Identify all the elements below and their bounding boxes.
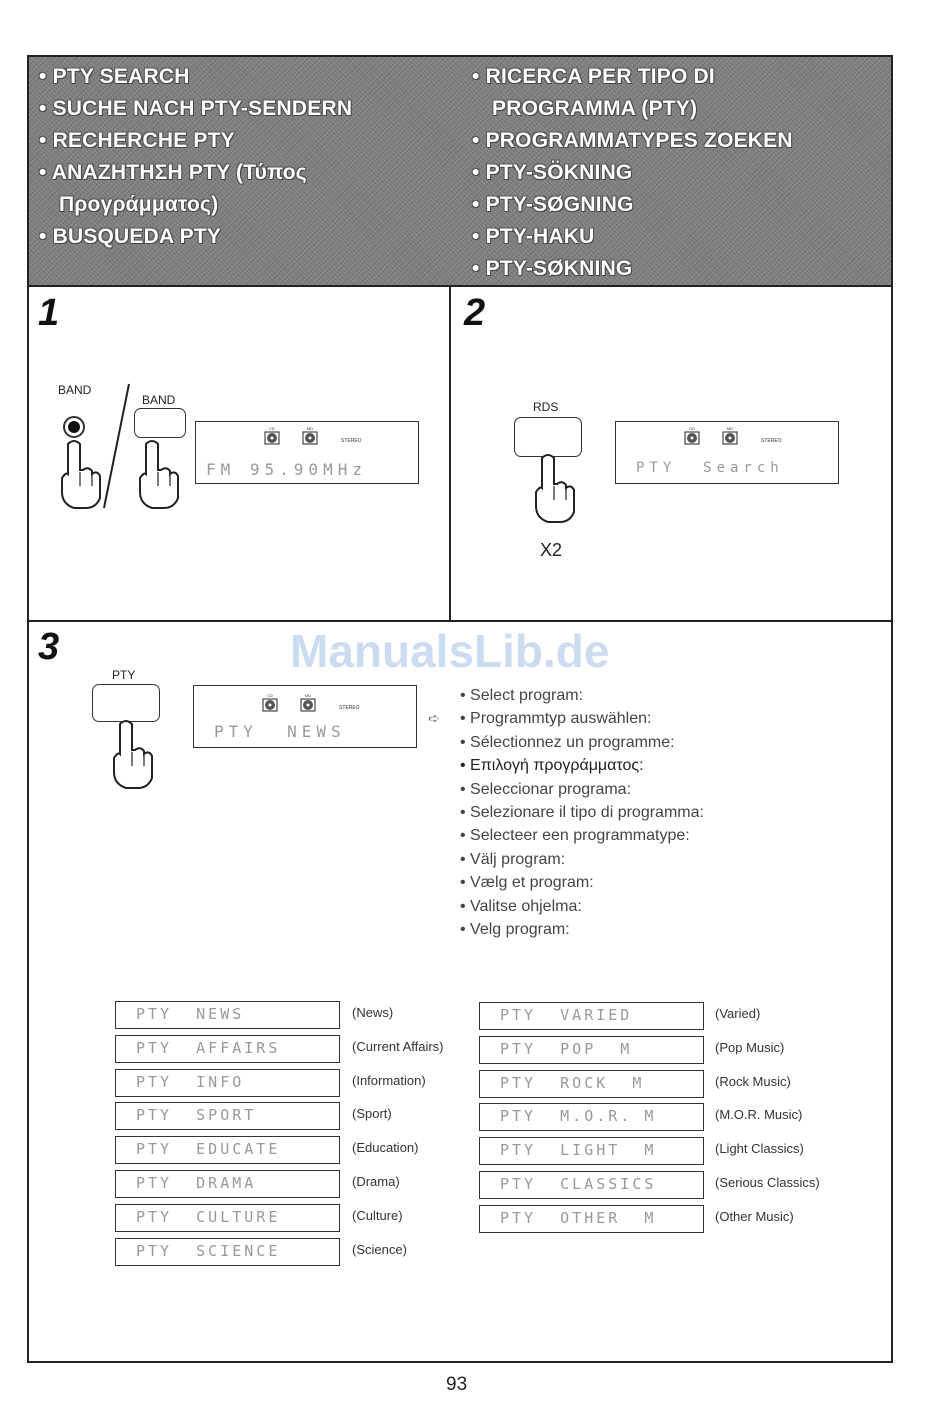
pty-caption: (Current Affairs) <box>352 1038 444 1054</box>
pty-display-box <box>115 1035 340 1063</box>
pty-caption: (Rock Music) <box>715 1073 791 1089</box>
pty-display-box <box>479 1002 704 1030</box>
pty-display-text: PTY POP M <box>500 1039 633 1058</box>
pty-display-text: PTY CLASSICS <box>500 1175 657 1193</box>
pty-caption: (M.O.R. Music) <box>715 1107 803 1123</box>
pty-display-text: PTY SPORT <box>136 1106 257 1125</box>
md-indicator-label: MD <box>304 693 312 698</box>
arrow-right-icon: ➪ <box>428 710 440 726</box>
instruction-item: • Välj program: <box>460 850 566 868</box>
pty-display-text: PTY INFO <box>136 1072 245 1091</box>
pty-caption: (Serious Classics) <box>715 1175 820 1190</box>
cd-disc-icon <box>264 426 280 445</box>
pty-display-text: PTY CULTURE <box>136 1207 281 1226</box>
section-header <box>29 57 891 287</box>
pty-display-text: PTY SCIENCE <box>136 1241 281 1260</box>
pressing-hand-icon <box>134 438 182 510</box>
rds-display <box>615 421 839 484</box>
pty-button[interactable] <box>92 684 160 722</box>
repeat-count: X2 <box>540 540 563 560</box>
md-disc-icon <box>302 426 318 445</box>
pty-display-text: PTY NEWS <box>214 722 346 741</box>
pty-display-box <box>479 1205 704 1233</box>
pty-display-text: PTY DRAMA <box>136 1174 257 1192</box>
header-line: • RECHERCHE PTY <box>39 129 235 152</box>
instruction-item: • Selezionare il tipo di programma: <box>460 804 704 822</box>
pty-display-text: PTY AFFAIRS <box>136 1038 281 1057</box>
header-left-column <box>39 61 352 253</box>
band-label-1: BAND <box>58 383 92 397</box>
step-divider-horizontal <box>29 620 891 622</box>
pty-display-box <box>115 1238 340 1266</box>
instruction-list <box>460 684 704 941</box>
header-line: • BUSQUEDA PTY <box>39 225 222 248</box>
md-disc-icon <box>722 426 738 445</box>
md-disc-icon <box>300 693 316 712</box>
stereo-indicator-label: STEREO <box>339 705 360 711</box>
band-round-button[interactable] <box>63 416 85 438</box>
pty-display-box <box>479 1171 704 1199</box>
watermark: ManualsLib.de <box>290 625 610 677</box>
slash-divider-icon <box>101 382 131 510</box>
step-1-number: 1 <box>38 292 60 334</box>
pty-caption: (Culture) <box>352 1207 403 1223</box>
pty-caption: (Sport) <box>352 1106 392 1122</box>
pty-caption: (News) <box>352 1005 394 1020</box>
rds-button[interactable] <box>514 417 582 457</box>
tuner-display <box>195 421 419 484</box>
instruction-item: • Seleccionar programa: <box>460 780 632 798</box>
instruction-item: • Vælg et program: <box>460 874 594 892</box>
pty-button-label: PTY <box>112 668 136 682</box>
cd-indicator-label: CD <box>269 426 275 431</box>
header-line: Προγράμματος) <box>59 193 219 216</box>
pty-caption: (Science) <box>352 1241 407 1257</box>
instruction-item: • Selecteer een programmatype: <box>460 827 690 845</box>
header-line: • PTY SEARCH <box>39 65 190 88</box>
instruction-item: • Programmtyp auswählen: <box>460 710 652 728</box>
instruction-item: • Valitse ohjelma: <box>460 897 582 915</box>
pty-display-text: PTY ROCK M <box>500 1073 645 1092</box>
band-label-2: BAND <box>142 393 176 407</box>
header-right-column <box>472 61 793 285</box>
pty-display-text: PTY M.O.R. M <box>500 1107 657 1126</box>
cd-indicator-label: CD <box>689 426 695 431</box>
cd-disc-icon <box>684 426 700 445</box>
step-3-number: 3 <box>38 626 60 668</box>
pty-display-box <box>479 1137 704 1165</box>
band-button[interactable] <box>134 408 186 438</box>
pty-display-box <box>115 1136 340 1164</box>
pty-display-box <box>115 1069 340 1097</box>
pty-caption: (Drama) <box>352 1174 400 1189</box>
instruction-item: • Velg program: <box>460 921 570 939</box>
instruction-item: • Επιλογή προγράμματος: <box>460 757 644 775</box>
md-indicator-label: MD <box>306 426 314 431</box>
instruction-item: • Sélectionnez un programme: <box>460 733 675 751</box>
pty-display-box <box>115 1170 340 1198</box>
pty-caption: (Varied) <box>715 1006 761 1021</box>
header-line: • PTY-SÖKNING <box>472 161 633 184</box>
rds-button-label: RDS <box>533 400 559 414</box>
pty-display-text: PTY NEWS <box>136 1005 245 1023</box>
pty-caption: (Information) <box>352 1072 426 1088</box>
header-line: • PROGRAMMATYPES ZOEKEN <box>472 129 793 152</box>
pty-display-text: PTY LIGHT M <box>500 1141 657 1160</box>
pty-display-box <box>115 1102 340 1130</box>
pty-caption: (Pop Music) <box>715 1039 785 1055</box>
header-line: • SUCHE NACH PTY-SENDERN <box>39 97 353 120</box>
cd-indicator-label: CD <box>267 693 273 698</box>
pty-caption: (Education) <box>352 1140 419 1156</box>
pty-display-box <box>115 1204 340 1232</box>
header-line: • PTY-SØGNING <box>472 193 634 216</box>
pty-display-box <box>479 1036 704 1064</box>
cd-disc-icon <box>262 693 278 712</box>
tuner-display-text: FM 95.90MHz <box>206 460 367 479</box>
pty-display-text: PTY OTHER M <box>500 1208 657 1227</box>
pty-display-text: PTY EDUCATE <box>136 1140 281 1159</box>
step-divider-vertical <box>449 287 451 622</box>
pty-display <box>193 685 417 748</box>
pty-display-box <box>115 1001 340 1029</box>
pty-display-box <box>479 1070 704 1098</box>
pty-caption: (Other Music) <box>715 1208 794 1224</box>
header-line: • RICERCA PER TIPO DI <box>472 65 715 88</box>
md-indicator-label: MD <box>726 426 734 431</box>
pty-display-box <box>479 1103 704 1131</box>
pty-display-text: PTY VARIED <box>500 1006 633 1024</box>
rds-display-text: PTY Search <box>636 460 784 476</box>
pressing-hand-icon <box>530 452 578 524</box>
instruction-item: • Select program: <box>460 687 583 704</box>
pressing-hand-icon <box>56 438 104 510</box>
header-line: PROGRAMMA (PTY) <box>492 97 698 120</box>
header-line: • PTY-HAKU <box>472 225 595 248</box>
header-line: • ΑΝΑΖΗΤΗΣΗ PTY (Τύπος <box>39 161 307 184</box>
step-2-number: 2 <box>464 292 486 334</box>
header-line: • PTY-SØKNING <box>472 257 633 280</box>
page-number: 93 <box>446 1374 468 1395</box>
pressing-hand-icon <box>108 718 156 790</box>
pty-caption: (Light Classics) <box>715 1141 804 1157</box>
stereo-indicator-label: STEREO <box>341 438 362 444</box>
stereo-indicator-label: STEREO <box>761 438 782 444</box>
